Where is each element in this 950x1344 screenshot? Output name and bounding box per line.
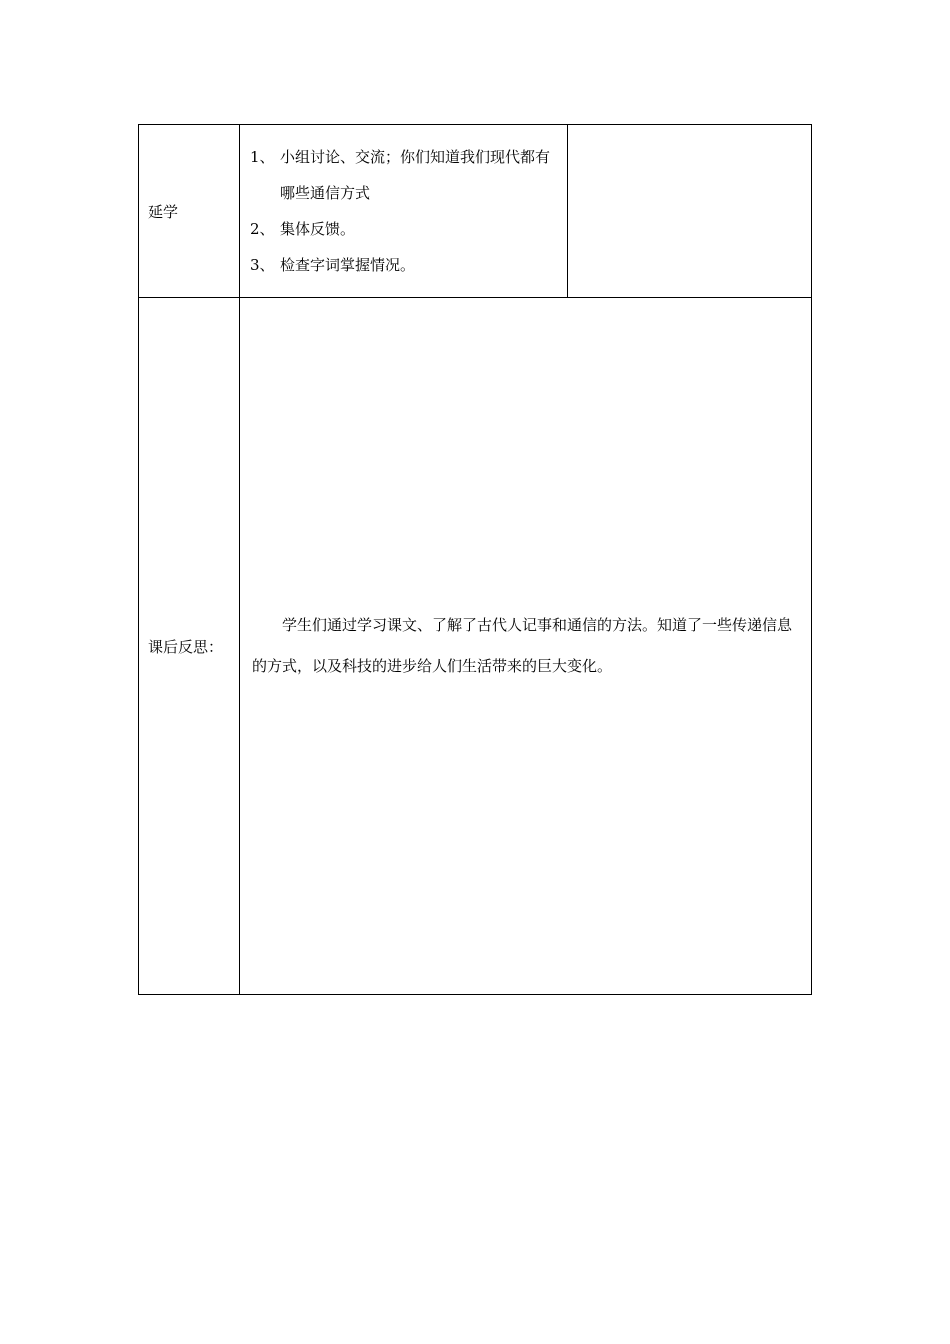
list-item	[250, 247, 567, 283]
row-label-reflection: 课后反思：	[139, 298, 240, 995]
step-number: 1、	[250, 148, 275, 166]
lesson-plan-table	[138, 124, 812, 995]
table-row-yanxue	[139, 125, 812, 298]
reflection-text: 学生们通过学习课文、了解了古代人记事和通信的方法。知道了一些传递信息的方式，以及科技的进步给人们生活带来的巨大变化。	[252, 616, 793, 675]
notes-cell	[568, 125, 812, 298]
list-item	[250, 211, 567, 247]
row-label-yanxue: 延学	[139, 125, 240, 298]
step-text: 小组讨论、交流；你们知道我们现代都有哪些通信方式	[280, 148, 551, 202]
table-row-reflection	[139, 298, 812, 995]
step-list	[240, 131, 567, 291]
reflection-cell	[240, 298, 812, 995]
step-text: 检查字词掌握情况。	[280, 256, 416, 274]
steps-cell	[240, 125, 568, 298]
step-number: 2、	[250, 220, 275, 238]
list-item	[250, 139, 567, 211]
step-text: 集体反馈。	[280, 220, 356, 238]
step-number: 3、	[250, 256, 275, 274]
